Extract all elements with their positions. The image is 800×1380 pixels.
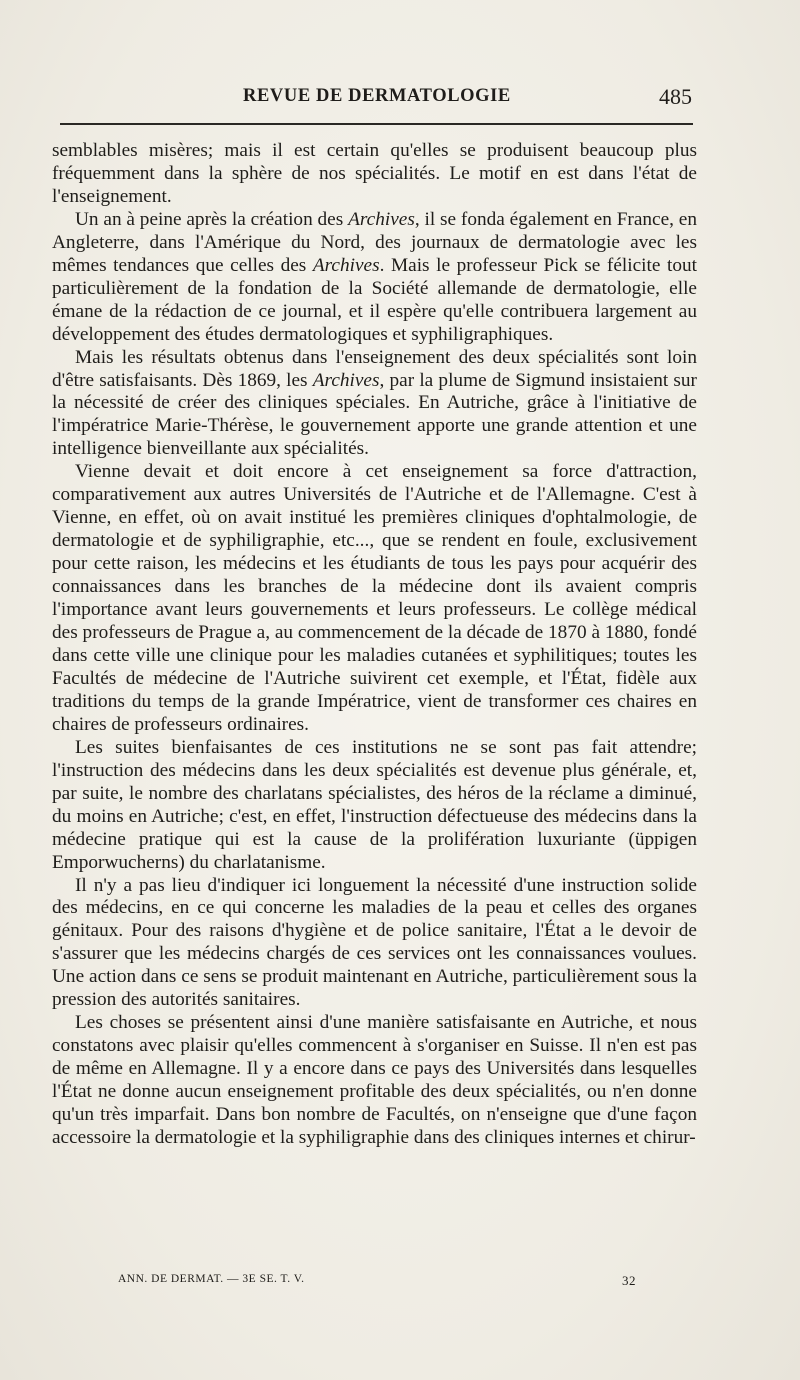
text-run: semblables misères; mais il est certain qu'elles se produisent beaucoup plus fréquemment dans la sphère de nos spécialités. Le motif en est dans l'état de l'enseignement. (52, 140, 697, 207)
text-run: , il se fonda également en France, en Angleterre, dans l'Amérique du Nord, des journaux de dermatologie avec les mêmes tendances que celles des (52, 208, 698, 276)
text-run: Vienne devait et doit encore à cet enseignement sa force d'attraction, comparativement aux autres Universités de l'Autriche et de l'Allemagne. C'est à Vienne, en effet, où on avait institué les premières cliniques d'ophtalmologie, de dermatologie et de syphiligraphie, etc..., que se rendent en foule, exclusivement pour cette raison, les médecins et les étudiants de tous les pays pour acquérir des connaissances dans les branches de la médecine dont ils avaient compris l'importance avant leurs gouvernements et leurs professeurs. Le collège médical des professeurs de Prague a, au commencement de la décade de 1870 à 1880, fondé dans cette ville une clinique pour les maladies cutanées et syphilitiques; toutes les Facultés de médecine de l'Autriche suivirent cet exemple, et l'État, fidèle aux traditions du temps de la grande Impératrice, vient de transformer ces chaires en chaires de professeurs ordinaires. (52, 461, 697, 735)
text-run: Mais les résultats obtenus dans l'enseignement des deux spécialités sont loin d'être satisfaisants. Dès 1869, les (52, 346, 697, 391)
journal-title: REVUE DE DERMATOLOGIE (243, 86, 511, 106)
text-run: . Mais le professeur Pick se félicite tout particulièrement de la fondation de la Société allemande de dermatologie, elle émane de la rédaction de ce journal, et il espère qu'elle contribuera largement au développement des études dermatologiques et syphiligraphiques. (52, 254, 697, 345)
italic-run: Archives (312, 254, 380, 276)
text-run: Les suites bienfaisantes de ces institutions ne se sont pas fait attendre; l'instruction des médecins dans les deux spécialités est devenue plus générale, et, par suite, le nombre des charlatans spécialistes, des héros de la réclame a diminué, du moins en Autriche; c'est, en effet, l'instruction défectueuse des médecins dans la médecine pratique qui est la cause de la prolifération luxuriante (üppigen Emporwucherns) du charlatanisme. (52, 736, 697, 873)
running-header (0, 84, 800, 114)
page-footer (0, 1273, 800, 1293)
body-text (52, 140, 697, 1150)
printer-signature: ANN. DE DERMAT. — 3E SE. T. V. (118, 1273, 305, 1285)
page-number: 485 (659, 84, 692, 109)
italic-run: Archives (348, 208, 415, 230)
text-run: Les choses se présentent ainsi d'une manière satisfaisante en Autriche, et nous constatons avec plaisir qu'elles commencent à s'organiser en Suisse. Il n'en est pas de même en Allemagne. Il y a encore dans ce pays des Universités dans lesquelles l'État ne donne aucun enseignement profitable des deux spécialités, ou n'en donne qu'un très imparfait. Dans bon nombre de Facultés, on n'enseigne que d'une façon accessoire la dermatologie et la syphiligraphie dans des cliniques internes et chirur- (52, 1012, 697, 1148)
body-paragraph (52, 461, 697, 736)
body-paragraph (52, 347, 697, 462)
text-run: Un an à peine après la création des (75, 208, 349, 230)
sheet-number: 32 (622, 1273, 636, 1288)
body-paragraph (52, 1012, 697, 1150)
body-paragraph (52, 875, 697, 1013)
italic-run: Archives (312, 369, 380, 391)
text-run: , par la plume de Sigmund insistaient sur la nécessité de créer des cliniques spéciales. En Autriche, grâce à l'initiative de l'impératrice Marie-Thérèse, le gouvernement apporte une grande attention et une intelligence bienveillante aux spécialités. (52, 369, 697, 460)
body-paragraph (52, 140, 697, 209)
text-run: Il n'y a pas lieu d'indiquer ici longuement la nécessité d'une instruction solide des médecins, en ce qui concerne les maladies de la peau et celles des organes génitaux. Pour des raisons d'hygiène et de police sanitaire, l'État a le devoir de s'assurer que les médecins chargés de ces services ont les connaissances voulues. Une action dans ce sens se produit maintenant en Autriche, particulièrement sous la pression des autorités sanitaires. (52, 874, 697, 1011)
body-paragraph (52, 737, 697, 875)
header-rule (60, 123, 693, 125)
body-paragraph (52, 209, 697, 347)
